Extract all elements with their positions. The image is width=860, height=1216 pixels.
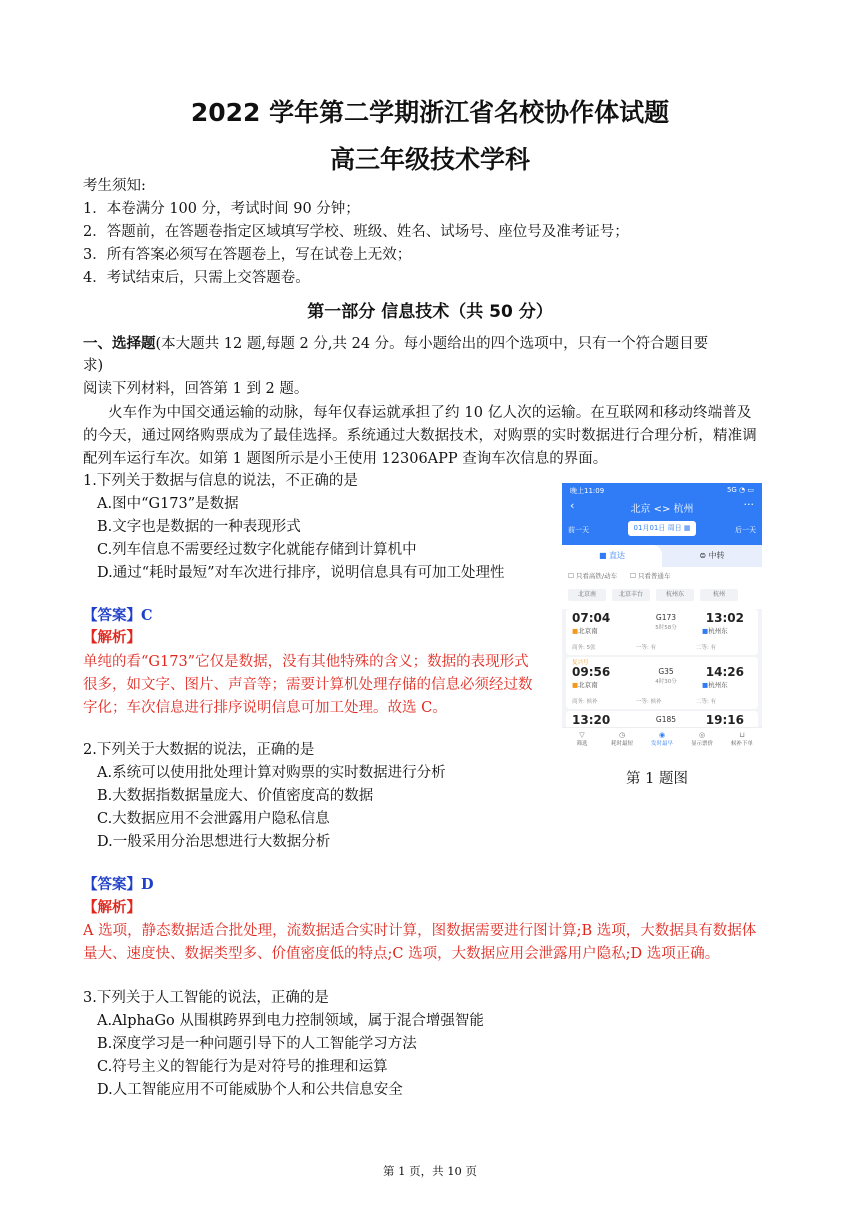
page-footer: 第 1 页，共 10 页: [382, 1164, 478, 1178]
question-stem: 1.下列关于数据与信息的说法，不正确的是: [83, 473, 358, 489]
sort-icon: ◉: [658, 731, 666, 739]
option: A.系统可以使用批处理计算对购票的实时数据进行分析: [97, 765, 446, 781]
prev-day: 前一天: [568, 526, 589, 534]
option: B.深度学习是一种问题引导下的人工智能学习方法: [97, 1036, 417, 1052]
nav-shortest: ◷ 耗时最短: [602, 731, 642, 747]
analysis-line: 很多，如文字、图片、声音等；需要计算机处理存储的信息必须经过数: [83, 677, 533, 693]
filter-check: ☐ 只看高铁/动车: [568, 572, 618, 580]
option: D.一般采用分治思想进行大数据分析: [97, 834, 331, 850]
seat-info: 一等: 候补: [636, 699, 662, 705]
option: B.大数据指数据量庞大、价值密度高的数据: [97, 788, 374, 804]
exam-subtitle: 高三年级技术学科: [329, 145, 530, 174]
status-icons: 5G ◔ ▭: [726, 486, 754, 494]
date-picker: [628, 521, 696, 536]
nav-filter: ▽ 筛选: [562, 731, 602, 747]
transfer-icon: ⊜: [699, 551, 707, 560]
train-card: [566, 657, 758, 709]
calendar-icon: ▦: [683, 524, 691, 532]
dep-time: 07:04: [572, 611, 611, 625]
read-instruction: 阅读下列材料，回答第 1 到 2 题。: [83, 381, 309, 397]
option: A.AlphaGo 从围棋跨界到电力控制领域，属于混合增强智能: [97, 1013, 484, 1029]
notice-item: 1．本卷满分 100 分，考试时间 90 分钟；: [83, 201, 360, 217]
train-no: G173: [655, 613, 677, 622]
part-title: 第一部分 信息技术（共 50 分）: [307, 302, 553, 322]
option: B.文字也是数据的一种表现形式: [97, 519, 301, 535]
seat-info: 二等: 有: [696, 645, 717, 651]
to-station: ■杭州东: [702, 681, 728, 689]
arr-time: 19:16: [705, 713, 744, 727]
back-icon: ‹: [570, 499, 575, 512]
tab-transfer-label: 中转: [708, 551, 725, 560]
to-station: ■杭州东: [702, 627, 728, 635]
train-no: G35: [658, 667, 674, 676]
option: D.人工智能应用不可能威胁个人和公共信息安全: [97, 1082, 403, 1098]
filter-icon: ▽: [579, 731, 585, 739]
train-icon: ■: [598, 551, 607, 560]
station-chip: 北京丰台: [612, 589, 650, 601]
arr-time: 14:26: [705, 665, 744, 679]
dep-time: 09:56: [572, 665, 611, 679]
from-station: ■北京南: [572, 627, 598, 635]
station-chip: 杭州: [700, 589, 738, 601]
section-desc-text: (本大题共 12 题,每题 2 分,共 24 分。每小题给出的四个选项中，只有一个符合题目要: [155, 336, 709, 352]
section-desc: [83, 333, 708, 355]
material-line: 配列车运行车次。如第 1 题图所示是小王使用 12306APP 查询车次信息的界面。: [83, 451, 608, 467]
filter-bar: [562, 567, 762, 609]
analysis-line: 字化；车次信息进行排序说明信息可加工处理。故选 C。: [83, 700, 447, 716]
station-chip: 杭州东: [656, 589, 694, 601]
option: C.符号主义的智能行为是对符号的推理和运算: [97, 1059, 388, 1075]
mode-tabs: [562, 545, 762, 567]
duration: 5时58分: [655, 625, 677, 631]
question-stem: 3.下列关于人工智能的说法，正确的是: [83, 990, 329, 1006]
tab-direct: [562, 545, 662, 567]
seat-info: 二等: 有: [696, 699, 717, 705]
station-chip: 北京南: [568, 589, 606, 601]
notice-item: 3．所有答案必须写在答题卷上，写在试卷上无效；: [83, 247, 412, 263]
analysis-line: 量大、速度快、数据类型多、价值密度低的特点;C 选项，大数据应用会泄露用户隐私;D 选项正确。: [83, 946, 720, 962]
nav-price: ◎ 显示票价: [682, 731, 722, 747]
question-stem: 2.下列关于大数据的说法，正确的是: [83, 742, 315, 758]
notice-heading: 考生须知:: [83, 178, 146, 194]
train-no: G185: [655, 715, 677, 724]
seat-info: 一等: 有: [636, 645, 657, 651]
figure-caption: 第 1 题图: [626, 771, 688, 787]
option: D.通过“耗时最短”对车次进行排序，说明信息具有可加工处理性: [97, 565, 505, 581]
dep-time: 13:20: [572, 713, 611, 727]
app-screenshot: [562, 483, 762, 749]
analysis-line: 单纯的看“G173”它仅是数据，没有其他特殊的含义；数据的表现形式: [83, 654, 529, 670]
answer-value: C: [141, 607, 153, 624]
answer-label: 【答案】: [83, 607, 141, 624]
option: C.大数据应用不会泄露用户隐私信息: [97, 811, 330, 827]
analysis-label: 【解析】: [83, 899, 141, 916]
next-day: 后一天: [735, 526, 756, 534]
answer: [83, 605, 153, 627]
nav-waitlist: ⊔ 候补下单: [722, 731, 762, 747]
notice-item: 2．答题前，在答题卷指定区域填写学校、班级、姓名、试场号、座位号及准考证号；: [83, 224, 629, 240]
notice-item: 4．考试结束后，只需上交答题卷。: [83, 270, 310, 286]
seat-info: 商务: 5张: [572, 645, 596, 651]
date-text: 01月01日 周日: [633, 524, 682, 532]
more-icon: ···: [743, 498, 754, 511]
app-header: [562, 483, 762, 545]
answer-label: 【答案】: [83, 876, 141, 893]
answer-value: D: [141, 876, 154, 893]
exam-title: 2022 学年第二学期浙江省名校协作体试题: [190, 98, 670, 127]
tab-direct-label: 直达: [609, 551, 626, 560]
tab-transfer: [662, 545, 762, 567]
material-line: 的今天，通过网络购票成为了最佳选择。系统通过大数据技术，对购票的实时数据进行合理分析，精准调: [83, 428, 757, 444]
clock-icon: ◷: [618, 731, 626, 739]
arr-time: 13:02: [705, 611, 744, 625]
section-desc-cont: 求): [83, 358, 104, 374]
price-icon: ◎: [698, 731, 706, 739]
option: A.图中“G173”是数据: [97, 496, 239, 512]
nav-earliest: ◉ 发时最早: [642, 731, 682, 747]
option: C.列车信息不需要经过数字化就能存储到计算机中: [97, 542, 417, 558]
answer: [83, 874, 154, 896]
section-label: 一、选择题: [83, 335, 156, 352]
analysis-line: A 选项，静态数据适合批处理，流数据适合实时计算，图数据需要进行图计算;B 选项，大数据具有数据体: [83, 923, 757, 939]
duration: 4时30分: [655, 679, 677, 685]
train-card: [566, 609, 758, 655]
status-time: 晚上11:09: [570, 487, 605, 495]
bottom-nav: [562, 727, 762, 749]
analysis-label: 【解析】: [83, 629, 141, 646]
from-station: ■北京南: [572, 681, 598, 689]
filter-check: ☐ 只看普通车: [630, 572, 671, 580]
seat-info: 商务: 候补: [572, 699, 598, 705]
route-title: 北京 <> 杭州: [630, 504, 694, 515]
cart-icon: ⊔: [739, 731, 745, 739]
material-line: 火车作为中国交通运输的动脉，每年仅春运就承担了约 10 亿人次的运输。在互联网和移动终端普及: [108, 405, 752, 421]
train-tag: 复兴号: [572, 660, 589, 666]
